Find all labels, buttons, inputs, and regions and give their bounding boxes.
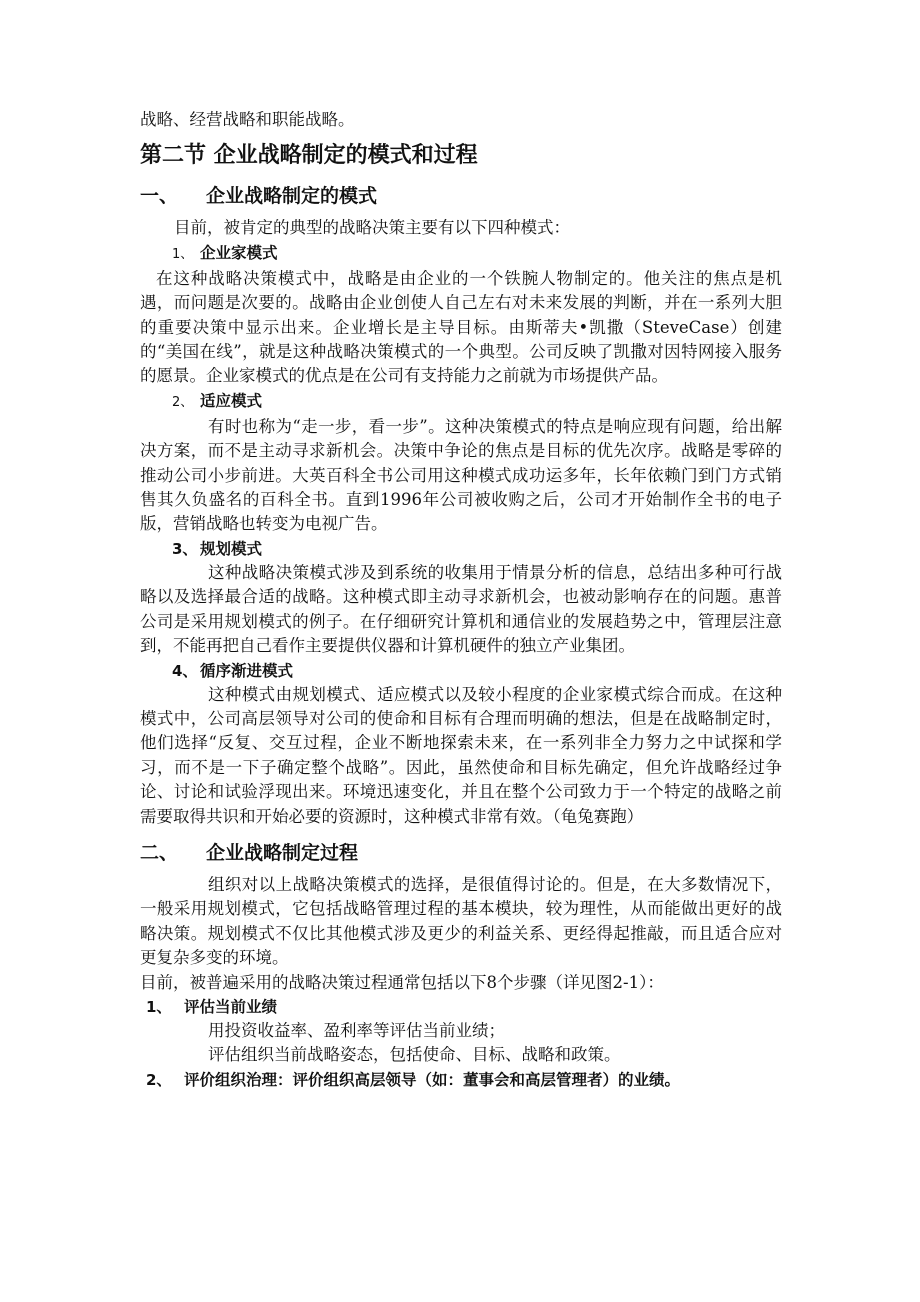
mode2-text: 有时也称为“走一步，看一步”。这种决策模式的特点是响应现有问题，给出解决方案，而不是主动寻求新机会。决策中争论的焦点是目标的优先次序。战略是零碎的推动公司小步前进。大英百科全书公司用这种模式成功运多年，长年依赖门到门方式销售其久负盛名的百科全书。直到1996年公司被收购之后，公司才开始制作全书的电子版，营销战略也转变为电视广告。 bbox=[140, 416, 782, 534]
mode4-number: 4、 bbox=[172, 661, 198, 680]
mode1-text: 在这种战略决策模式中，战略是由企业的一个铁腕人物制定的。他关注的焦点是机遇，而问题是次要的。战略由企业创使人自己左右对未来发展的判断，并在一系列大胆的重要决策中显示出来。企业增长是主导目标。由斯蒂夫•凯撒（SteveCase）创建的“美国在线”，就是这种战略决策模式的一个典型。公司反映了凯撒对因特网接入服务的愿景。企业家模式的优点是在公司有支持能力之前就为市场提供产品。 bbox=[140, 268, 782, 386]
mode2-number: 2、 bbox=[172, 394, 194, 410]
part2-paragraph-1: 组织对以上战略决策模式的选择，是很值得讨论的。但是，在大多数情况下，一般采用规划模式，它包括战略管理过程的基本模块，较为理性，从而能做出更好的战略决策。规划模式不仅比其他模式涉及更少的利益关系、更经得起推敲，而且适合应对更复杂多变的环境。 bbox=[140, 874, 782, 968]
step1-title: 评估当前业绩 bbox=[184, 997, 278, 1016]
part2-number: 二、 bbox=[140, 841, 179, 864]
mode4-heading bbox=[172, 659, 782, 683]
part1-title: 企业战略制定的模式 bbox=[206, 185, 378, 208]
mode3-text: 这种战略决策模式涉及到系统的收集用于情景分析的信息，总结出多种可行战略以及选择最合适的战略。这种模式即主动寻求新机会，也被动影响存在的问题。惠普公司是采用规划模式的例子。在仔细研究计算机和通信业的发展趋势之中，管理层注意到，不能再把自己看作主要提供仪器和计算机硬件的独立产业集团。 bbox=[140, 562, 782, 656]
step1-line-2: 评估组织当前战略姿态，包括使命、目标、战略和政策。 bbox=[208, 1045, 621, 1065]
mode1-title: 企业家模式 bbox=[200, 243, 278, 262]
part2-heading bbox=[140, 839, 782, 867]
step1-number: 1、 bbox=[146, 997, 172, 1016]
mode2-heading bbox=[172, 389, 782, 415]
mode3-number: 3、 bbox=[172, 539, 198, 558]
part2-title: 企业战略制定过程 bbox=[206, 841, 359, 864]
mode2-title: 适应模式 bbox=[200, 391, 263, 410]
mode1-heading bbox=[172, 241, 782, 267]
step2-number: 2、 bbox=[146, 1070, 172, 1089]
mode4-text: 这种模式由规划模式、适应模式以及较小程度的企业家模式综合而成。在这种模式中，公司高层领导对公司的使命和目标有合理而明确的想法，但是在战略制定时，他们选择“反复、交互过程，企业不断地探索未来，在一系列非全力努力之中试探和学习，而不是一下子确定整个战略”。因此，虽然使命和目标先确定，但允许战略经过争论、讨论和试验浮现出来。环境迅速变化，并且在整个公司致力于一个特定的战略之前需要取得共识和开始必要的资源时，这种模式非常有效。（龟兔赛跑） bbox=[140, 684, 782, 826]
part1-heading bbox=[140, 182, 782, 210]
step2-title: 评价组织治理：评价组织高层领导（如：董事会和高层管理者）的业绩。 bbox=[184, 1070, 681, 1089]
mode3-heading bbox=[172, 537, 782, 561]
mode4-title: 循序渐进模式 bbox=[200, 661, 294, 680]
document-page bbox=[140, 108, 782, 1092]
part2-paragraph-2: 目前，被普遍采用的战略决策过程通常包括以下8个步骤（详见图2-1）： bbox=[140, 972, 664, 992]
part1-intro: 目前，被肯定的典型的战略决策主要有以下四种模式： bbox=[174, 218, 570, 238]
section-title: 第二节 企业战略制定的模式和过程 bbox=[140, 143, 478, 169]
top-line: 战略、经营战略和职能战略。 bbox=[140, 110, 355, 129]
part1-number: 一、 bbox=[140, 185, 179, 208]
mode3-title: 规划模式 bbox=[200, 539, 263, 558]
step2-heading bbox=[146, 1068, 782, 1092]
step1-line-1: 用投资收益率、盈利率等评估当前业绩； bbox=[208, 1020, 505, 1040]
step1-heading bbox=[146, 995, 782, 1019]
mode1-number: 1、 bbox=[172, 246, 194, 262]
